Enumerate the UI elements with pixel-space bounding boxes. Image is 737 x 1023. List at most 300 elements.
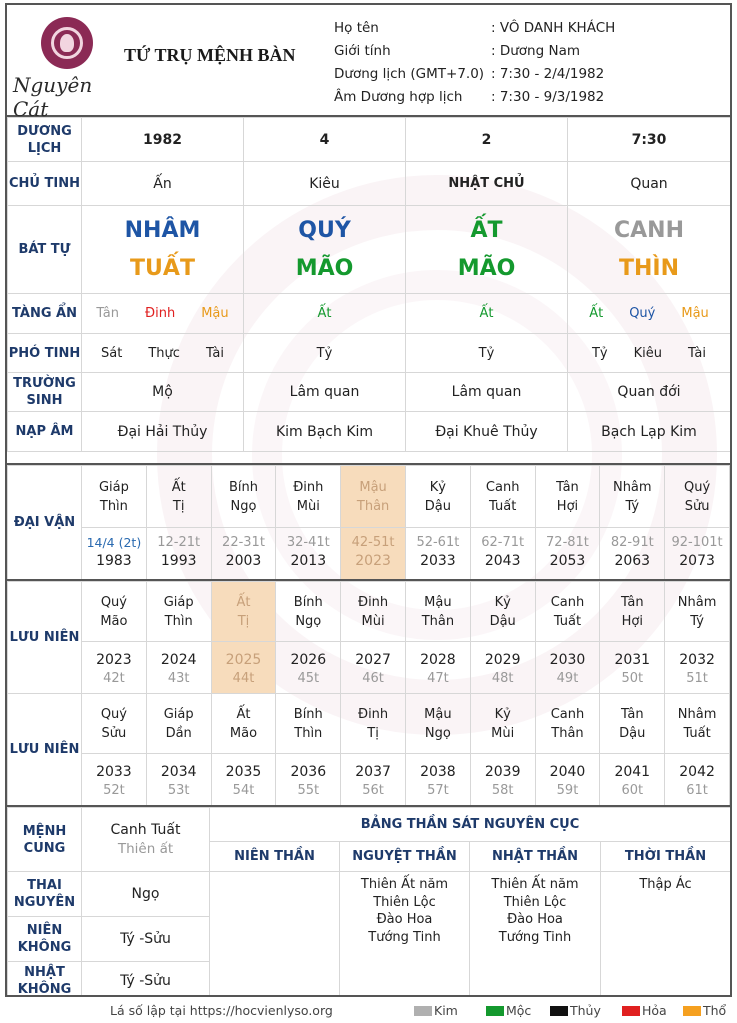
age-range: 14/4 (2t) (86, 535, 142, 550)
can: Ất (236, 594, 251, 610)
nien-than-values (210, 872, 340, 998)
tang-an-label: TÀNG ẨN (8, 294, 82, 334)
age: 57t (427, 782, 449, 798)
year: 2036 (290, 763, 327, 780)
can: Quý (100, 706, 127, 722)
can: Nhâm (612, 479, 652, 495)
profile-info (334, 17, 724, 109)
row-truong-sinh (8, 373, 731, 412)
luu-nien-pillar (146, 582, 211, 642)
legend-kim (414, 1003, 458, 1018)
can: Canh (550, 594, 585, 610)
than-sat-item: Tướng Tinh (498, 929, 572, 945)
dai-van-period (405, 528, 470, 580)
nhat-khong-value: Tý -Sửu (82, 962, 210, 998)
chi: Tuất (683, 725, 711, 741)
luu-nien-pillar (276, 582, 341, 642)
luu-nien-pillar (470, 694, 535, 754)
dai-van-pillar (470, 466, 535, 528)
tang-an-cell (406, 294, 568, 334)
luu-nien-pillar (405, 694, 470, 754)
row-pho-tinh (8, 334, 731, 373)
start-year: 1983 (96, 553, 132, 569)
hoa-swatch-icon (622, 1006, 640, 1016)
info-row-lunar-date (334, 86, 724, 109)
chi: Tuất (489, 498, 517, 514)
can: Giáp (163, 594, 194, 610)
chi: Ngọ (295, 613, 322, 629)
luu-nien-label: LƯU NIÊN (8, 582, 82, 694)
chu-tinh-cell: NHẬT CHỦ (406, 162, 568, 206)
info-key: Giới tính (334, 43, 391, 59)
age: 42t (103, 670, 125, 686)
age: 48t (491, 670, 514, 686)
age-range: 22-31t (222, 535, 265, 550)
luu-nien-year (535, 754, 600, 806)
year: 2023 (96, 651, 132, 668)
luu-nien-pillar (341, 582, 406, 642)
dai-van-period (211, 528, 276, 580)
tang-an-cell (568, 294, 731, 334)
truong-sinh-cell: Mộ (82, 373, 244, 412)
start-year: 2003 (225, 553, 262, 569)
luu-nien-year (146, 642, 211, 694)
page-title: TỨ TRỤ MỆNH BÀN (124, 45, 296, 65)
luu-nien-pillar (341, 694, 406, 754)
chi: Dậu (619, 725, 646, 741)
chi: Mùi (491, 725, 515, 741)
chi: Ngọ (424, 725, 451, 741)
nap-am-cell: Đại Hải Thủy (82, 412, 244, 452)
luu-nien-year (470, 754, 535, 806)
can: Nhâm (677, 706, 717, 722)
age-range: 52-61t (416, 535, 460, 550)
info-value: : 7:30 - 2/4/1982 (491, 66, 605, 82)
year: 2038 (420, 763, 456, 780)
dai-van-pillar (535, 466, 600, 528)
info-key: Âm Dương hợp lịch (334, 89, 463, 105)
chi: Hợi (556, 498, 579, 514)
than-sat-item: Thiên Ất năm (491, 877, 579, 892)
luu-nien-year (665, 754, 730, 806)
age-range: 62-71t (481, 535, 525, 550)
tang-an-stem: Tân (96, 306, 120, 321)
dia-chi: THÌN (618, 255, 680, 281)
can: Canh (550, 706, 585, 722)
thoi-than-values (601, 872, 731, 998)
can: Tân (620, 706, 644, 722)
thien-can: ẤT (470, 217, 503, 243)
luu-nien-year (405, 642, 470, 694)
truong-sinh-cell: Lâm quan (244, 373, 406, 412)
year: 2040 (549, 763, 586, 780)
dai-van-pillar (665, 466, 730, 528)
row-tang-an (8, 294, 731, 334)
row-nap-am (8, 412, 731, 452)
age: 44t (232, 670, 255, 686)
luu-nien-year (470, 642, 535, 694)
start-year: 2053 (549, 553, 586, 569)
than-sat-item: Thiên Lộc (373, 894, 436, 910)
chi: Mùi (361, 613, 385, 629)
dai-van-pillar (341, 466, 406, 528)
year: 2042 (679, 763, 715, 780)
dai-van-pillar (211, 466, 276, 528)
luu-nien-year (276, 754, 341, 806)
can: Đinh (358, 706, 389, 722)
luu-nien-pillar (276, 694, 341, 754)
luu-nien-pillar (470, 582, 535, 642)
chi: Thìn (294, 725, 323, 741)
chi: Thìn (164, 613, 193, 629)
legend-label: Mộc (506, 1003, 532, 1018)
info-value: : Dương Nam (491, 43, 580, 59)
dai-van-years-row (8, 528, 730, 580)
luu-nien-year (341, 642, 406, 694)
age: 61t (686, 782, 708, 798)
luu-nien-pillar (146, 694, 211, 754)
duong-lich-label: DƯƠNG LỊCH (8, 118, 82, 162)
year: 2041 (614, 763, 651, 780)
tang-an-stem: Ất (317, 306, 332, 321)
bat-tu-cell (568, 206, 731, 294)
legend-tho (683, 1003, 726, 1018)
legend-hoa (622, 1003, 667, 1018)
can: Canh (485, 479, 520, 495)
can: Mậu (424, 706, 452, 722)
can: Quý (684, 479, 711, 495)
dai-van-pillar (82, 466, 147, 528)
age: 50t (621, 670, 644, 686)
chi: Sửu (101, 725, 127, 741)
chi: Ngọ (230, 498, 257, 514)
can: Ất (171, 479, 186, 495)
thien-can: QUÝ (298, 217, 351, 243)
chu-tinh-cell: Quan (568, 162, 731, 206)
tho-swatch-icon (683, 1006, 701, 1016)
can: Mậu (359, 479, 387, 495)
can: Giáp (98, 479, 129, 495)
chart-sheet (5, 3, 732, 997)
year: 2026 (290, 651, 327, 668)
nap-am-cell: Kim Bạch Kim (244, 412, 406, 452)
age: 59t (556, 782, 579, 798)
can: Mậu (424, 594, 452, 610)
luu-nien-year (82, 642, 147, 694)
dai-van-table (7, 465, 730, 580)
header (7, 5, 730, 121)
chi: Dậu (424, 498, 451, 514)
luu-nien-pillar (535, 694, 600, 754)
can: Bính (228, 479, 258, 495)
thuy-swatch-icon (550, 1006, 568, 1016)
age: 43t (167, 670, 190, 686)
info-key: Họ tên (334, 20, 379, 36)
chi: Mão (229, 725, 258, 741)
start-year: 2023 (355, 553, 391, 569)
age: 52t (103, 782, 125, 798)
luu-nien-table-1 (7, 581, 730, 694)
luu-nien-pillar (211, 582, 276, 642)
chi: Mão (100, 613, 128, 629)
dai-van-pillar (276, 466, 341, 528)
start-year: 1993 (160, 553, 197, 569)
dai-van-period (82, 528, 147, 580)
pho-tinh-item: Tài (205, 345, 224, 361)
pho-tinh-cell (568, 334, 731, 373)
legend-label: Kim (434, 1003, 458, 1018)
menh-cung-label: MỆNH CUNG (8, 808, 82, 872)
tang-an-stem: Ất (589, 306, 604, 321)
thai-nguyen-value: Ngọ (82, 872, 210, 917)
luu-nien-years-row (8, 754, 730, 806)
legend-thuy (550, 1003, 601, 1018)
chi: Mùi (296, 498, 320, 514)
chi: Dần (165, 725, 192, 741)
year: 2033 (96, 763, 132, 780)
thai-nguyen-label: THAI NGUYÊN (8, 872, 82, 917)
chi: Dậu (489, 613, 516, 629)
chi: Tị (172, 498, 185, 514)
can: Đinh (293, 479, 324, 495)
chi: Thân (551, 725, 584, 741)
can: Kỷ (494, 594, 511, 610)
tang-an-stem: Mậu (201, 306, 229, 321)
tang-an-stem: Quý (629, 306, 656, 321)
luu-nien-label: LƯU NIÊN (8, 694, 82, 806)
moc-swatch-icon (486, 1006, 504, 1016)
than-sat-item: Thiên Lộc (503, 894, 567, 910)
luu-nien-year (665, 642, 730, 694)
year: 2034 (160, 763, 197, 780)
luu-nien-year (600, 642, 665, 694)
chu-tinh-label: CHỦ TINH (8, 162, 82, 206)
nhat-than-values (470, 872, 601, 998)
pho-tinh-item: Tỷ (478, 345, 495, 361)
row-chu-tinh (8, 162, 731, 206)
nap-am-label: NẠP ÂM (8, 412, 82, 452)
info-row-solar-date (334, 63, 724, 86)
dai-van-period (600, 528, 665, 580)
duong-lich-cell: 4 (244, 118, 406, 162)
start-year: 2033 (420, 553, 456, 569)
luu-nien-year (146, 754, 211, 806)
luu-nien-pillar (405, 582, 470, 642)
info-value: : 7:30 - 9/3/1982 (491, 89, 605, 105)
year: 2028 (420, 651, 456, 668)
start-year: 2063 (614, 553, 651, 569)
info-row-name (334, 17, 724, 40)
can: Bính (293, 594, 323, 610)
can: Ất (236, 706, 251, 722)
can: Đinh (358, 594, 389, 610)
luu-nien-year (211, 754, 276, 806)
kim-swatch-icon (414, 1006, 432, 1016)
year: 2032 (679, 651, 715, 668)
than-sat-item: Đào Hoa (507, 912, 563, 927)
year: 2025 (225, 651, 262, 668)
footer (0, 998, 737, 1023)
year: 2029 (484, 651, 521, 668)
pho-tinh-item: Tỷ (591, 345, 608, 361)
menh-cung-sub: Thiên ất (117, 841, 174, 857)
dai-van-pillars-row (8, 466, 730, 528)
logo-text: Nguyên Cát (13, 73, 93, 121)
pho-tinh-item: Sát (101, 345, 123, 361)
can: Tân (620, 594, 644, 610)
truong-sinh-cell: Quan đới (568, 373, 731, 412)
col-nhat-than: NHẬT THẦN (470, 842, 601, 872)
dai-van-period (665, 528, 730, 580)
age: 53t (167, 782, 190, 798)
can: Nhâm (677, 594, 717, 610)
pho-tinh-cell (82, 334, 244, 373)
dai-van-period (276, 528, 341, 580)
can: Bính (293, 706, 323, 722)
chi: Hợi (621, 613, 643, 629)
year: 2031 (614, 651, 651, 668)
age-range: 12-21t (157, 535, 201, 550)
age: 55t (297, 782, 320, 798)
tang-an-cell (244, 294, 406, 334)
info-row-gender (334, 40, 724, 63)
than-sat-title: BẢNG THẦN SÁT NGUYÊN CỤC (210, 808, 731, 842)
chi: Tý (690, 613, 704, 629)
dai-van-pillar (600, 466, 665, 528)
tang-an-stem: Đinh (145, 306, 176, 321)
chu-tinh-cell: Kiêu (244, 162, 406, 206)
chi: Tý (625, 498, 640, 514)
luu-nien-pillar (535, 582, 600, 642)
age: 49t (556, 670, 579, 686)
dia-chi: MÃO (295, 255, 354, 281)
dai-van-label: ĐẠI VẬN (8, 466, 82, 580)
can: Giáp (163, 706, 194, 722)
nguyen-cat-logo-icon (41, 17, 93, 69)
age: 54t (232, 782, 255, 798)
than-sat-item: Đào Hoa (376, 912, 433, 927)
bat-tu-cell (244, 206, 406, 294)
dai-van-pillar (405, 466, 470, 528)
luu-nien-pillar (82, 582, 147, 642)
age-range: 92-101t (671, 535, 723, 550)
bat-tu-cell (82, 206, 244, 294)
luu-nien-pillar (600, 694, 665, 754)
pillars-table (7, 117, 731, 452)
start-year: 2073 (679, 553, 715, 569)
dai-van-pillar (146, 466, 211, 528)
age-range: 72-81t (546, 535, 589, 550)
nap-am-cell: Bạch Lạp Kim (568, 412, 731, 452)
luu-nien-table-2 (7, 693, 730, 806)
col-nien-than: NIÊN THẦN (210, 842, 340, 872)
tang-an-stem: Ất (479, 306, 494, 321)
col-nguyet-than: NGUYỆT THẦN (340, 842, 470, 872)
duong-lich-cell: 2 (406, 118, 568, 162)
luu-nien-pillars-row (8, 694, 730, 754)
luu-nien-year (211, 642, 276, 694)
info-value: : VÔ DANH KHÁCH (491, 20, 616, 36)
age: 56t (362, 782, 384, 798)
nien-khong-value: Tý -Sửu (82, 917, 210, 962)
truong-sinh-cell: Lâm quan (406, 373, 568, 412)
luu-nien-year (535, 642, 600, 694)
pho-tinh-item: Thực (148, 345, 180, 361)
age: 46t (362, 670, 384, 686)
age: 45t (297, 670, 320, 686)
dai-van-period (470, 528, 535, 580)
pho-tinh-item: Tài (688, 345, 707, 361)
age: 51t (686, 670, 708, 686)
than-sat-item: Tướng Tinh (368, 929, 441, 945)
luu-nien-year (341, 754, 406, 806)
dai-van-period (146, 528, 211, 580)
luu-nien-year (276, 642, 341, 694)
year: 2030 (549, 651, 586, 668)
year: 2024 (160, 651, 197, 668)
than-sat-table (7, 807, 731, 997)
year: 2037 (355, 763, 391, 780)
dia-chi: TUẤT (130, 255, 195, 281)
chu-tinh-cell: Ấn (82, 162, 244, 206)
can: Kỷ (429, 479, 446, 495)
chi: Thân (421, 613, 455, 629)
row-duong-lich (8, 118, 731, 162)
age-range: 42-51t (351, 535, 395, 550)
year: 2035 (225, 763, 262, 780)
luu-nien-pillar (211, 694, 276, 754)
bat-tu-cell (406, 206, 568, 294)
luu-nien-pillars-row (8, 582, 730, 642)
dai-van-period (535, 528, 600, 580)
year: 2039 (484, 763, 521, 780)
luu-nien-pillar (665, 694, 730, 754)
luu-nien-pillar (600, 582, 665, 642)
chi: Thân (356, 498, 390, 514)
col-thoi-than: THỜI THẦN (601, 842, 731, 872)
row-bat-tu (8, 206, 731, 294)
tang-an-stem: Mậu (681, 306, 709, 321)
bat-tu-label: BÁT TỰ (8, 206, 82, 294)
age: 47t (427, 670, 449, 686)
pho-tinh-item: Tỷ (316, 345, 333, 361)
legend-label: Hỏa (642, 1003, 667, 1018)
dai-van-period (341, 528, 406, 580)
tang-an-cell (82, 294, 244, 334)
age: 58t (491, 782, 514, 798)
chi: Sửu (684, 498, 710, 514)
chi: Tị (367, 725, 379, 741)
start-year: 2043 (484, 553, 521, 569)
source-link[interactable]: Lá số lập tại https://hocvienlyso.org (110, 1003, 333, 1018)
luu-nien-pillar (665, 582, 730, 642)
info-key: Dương lịch (GMT+7.0) (334, 66, 485, 82)
age: 60t (621, 782, 644, 798)
than-sat-item: Thiên Ất năm (360, 877, 449, 892)
truong-sinh-label: TRƯỜNG SINH (8, 373, 82, 412)
than-sat-item: Thập Ác (639, 877, 692, 892)
age-range: 82-91t (610, 535, 654, 550)
nhat-khong-label: NHẬT KHÔNG (8, 962, 82, 998)
year: 2027 (355, 651, 391, 668)
can: Tân (556, 479, 579, 495)
luu-nien-year (405, 754, 470, 806)
chi: Thìn (99, 498, 128, 514)
thien-can: CANH (614, 217, 684, 243)
nap-am-cell: Đại Khuê Thủy (406, 412, 568, 452)
pho-tinh-cell (406, 334, 568, 373)
chi: Tị (237, 613, 250, 629)
